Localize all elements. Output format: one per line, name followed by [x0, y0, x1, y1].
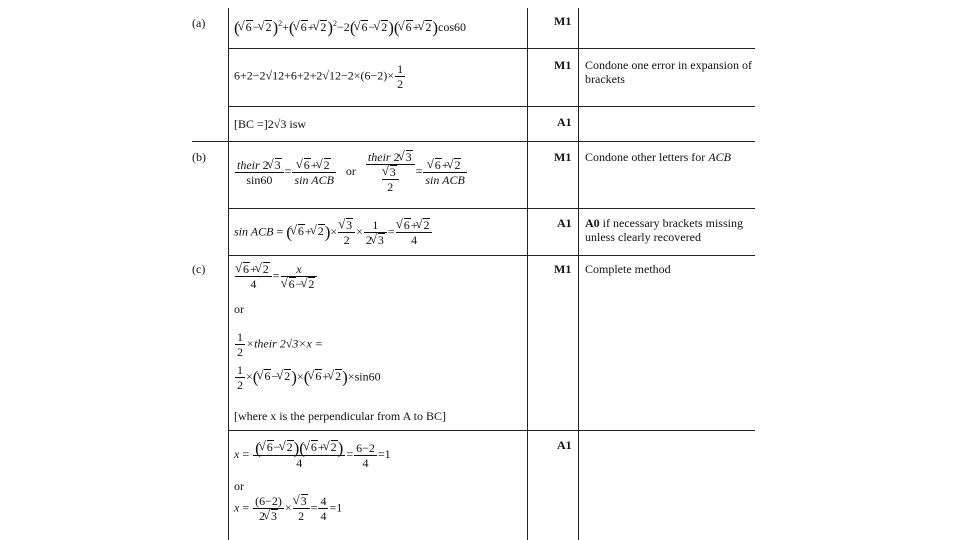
- math-b-sine-rule: $\frac{\text{their 2√ 3}}{\sin 60}$ = √ $\frac{6+√ 2}{\text{sin ACB}}$ or their 2√ 3 √ $\frac{3}{2}$ = √ $\frac{6+√ 2}{\text{sin ACB}}$: [234, 150, 468, 194]
- part-a-label: (a): [192, 16, 206, 30]
- rule-a2: [228, 106, 755, 107]
- note-c-1: Complete method: [585, 262, 671, 276]
- sinacb-den-1: sin ACB: [294, 172, 334, 187]
- frac-their-over-root3: their 2√ 3 √ $\frac{3}{2}$: [366, 150, 415, 194]
- math-c-area-1: $\frac{1}{2}$ ×their 2√3×x =: [237, 330, 323, 359]
- note-b-1-text: Condone other letters for: [585, 150, 709, 164]
- frac-sum-over-sinacb-2: √ $\frac{6+√ 2}{\text{sin ACB}}$: [423, 158, 466, 187]
- or-text-b: or: [345, 163, 356, 178]
- cos60-text: cos60: [438, 19, 467, 34]
- rule-col1: [228, 8, 229, 540]
- or-text-c1: or: [234, 302, 244, 316]
- math-c-ratio: √ $\frac{6+√ 2}{4}$ = x √ 6−√ 2: [234, 262, 318, 291]
- sinacb-lhs: sin ACB: [234, 224, 274, 239]
- expansion-text: 6+2−2√12+6+2+2√12−2×(6−2)×: [234, 68, 395, 83]
- note-b-2-rest: if necessary brackets missing unless clearly recovered: [585, 216, 743, 244]
- their-text-2: their: [367, 150, 391, 164]
- note-a-2: Condone one error in expansion of brackets: [585, 58, 752, 86]
- rule-col2: [527, 8, 528, 540]
- rule-c-top: [228, 255, 755, 256]
- rule-b-top: [192, 141, 755, 142]
- mark-c-2: A1: [557, 438, 572, 452]
- rule-b2: [228, 208, 755, 209]
- mark-a-2: M1: [554, 58, 572, 72]
- rule-col3: [578, 8, 579, 540]
- eq-tail-1: =1: [377, 446, 391, 461]
- math-a-cosine-rule: (√ 6−√ 2)$^2$+(√ 6+√ 2)$^2$−2(√ 6−√ 2)(√ 6+√ 2)cos60: [234, 18, 466, 38]
- note-b-2: [585, 216, 755, 244]
- math-c-x-alt: x = $\frac{(6-2)}{2√ 3}$ × √ $\frac{3}{2}$ = $\frac{4}{4}$ =1: [234, 494, 342, 523]
- rule-c2: [228, 430, 755, 431]
- frac-their-over-sin60: $\frac{\text{their 2√ 3}}{\sin 60}$: [235, 158, 284, 187]
- part-c-label: (c): [192, 262, 206, 276]
- sin60-tail: ×sin60: [347, 369, 381, 384]
- math-a-answer: [BC =]2√3 isw: [234, 117, 307, 131]
- part-b-label: (b): [192, 150, 206, 164]
- their-text-1: their: [237, 157, 260, 172]
- mark-b-2: A1: [557, 216, 572, 230]
- math-c-area-2: $\frac{1}{2}$ ×(√ 6−√ 2)×(√ 6+√ 2)×sin60: [234, 363, 381, 392]
- math-b-sin-acb: sin ACB = (√ 6+√ 2)× √ $\frac{3}{2}$ × $\frac{1}{2√ 3}$ = √ $\frac{6+√ 2}{4}$: [234, 218, 433, 247]
- sinacb-den-2: sin ACB: [425, 172, 465, 187]
- note-b-1: [585, 150, 755, 164]
- mark-c-1: M1: [554, 262, 572, 276]
- half-fraction: $\frac{1}{2}$: [397, 62, 404, 91]
- math-c-x-result: x = $\frac{(√ 6-√ 2)(√ 6+√ 2)}{4}$ = $\frac{6-2}{4}$ =1: [234, 440, 391, 470]
- mark-a-1: M1: [554, 14, 572, 28]
- mark-b-1: M1: [554, 150, 572, 164]
- math-a-expansion: [234, 62, 406, 91]
- frac-sum-over-sinacb: √ $\frac{6+√ 2}{\text{sin ACB}}$: [292, 158, 335, 187]
- sin60-den: sin60: [246, 172, 273, 187]
- note-b-2-bold: A0: [585, 216, 600, 230]
- eq-tail-2: =1: [329, 500, 343, 515]
- rule-top-a: [228, 48, 755, 49]
- half-their-text: ×their 2√3×x =: [246, 336, 323, 351]
- math-c-where: [where x is the perpendicular from A to BC]: [234, 409, 446, 423]
- note-b-1-var: ACB: [708, 150, 731, 164]
- or-text-c2: or: [234, 479, 244, 493]
- mark-a-3: A1: [557, 115, 572, 129]
